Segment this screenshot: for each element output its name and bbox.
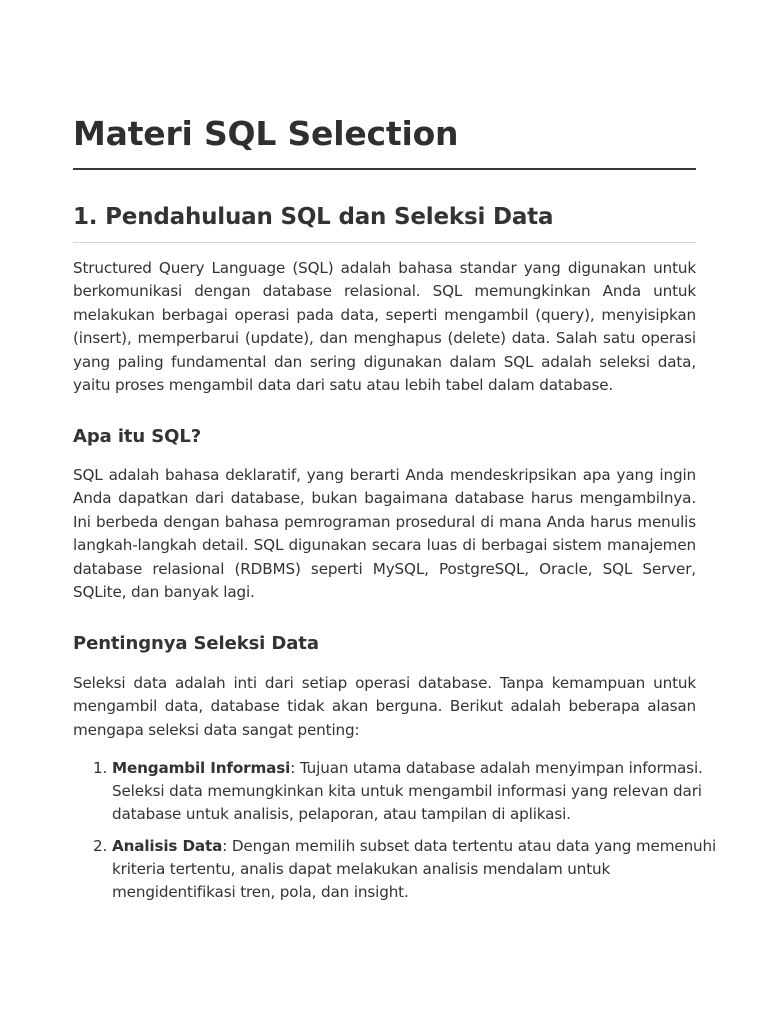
- subheading-pentingnya-seleksi-data: Pentingnya Seleksi Data: [73, 633, 319, 654]
- list-item-number: 1.: [93, 759, 108, 777]
- list-item: [93, 835, 735, 904]
- list-item-text: : Dengan memilih subset data tertentu atau data yang memenuhi kriteria tertentu, analis dapat melakukan analisis mendalam untuk mengidentifikasi tren, pola, dan insight.: [112, 837, 717, 901]
- intro-paragraph: Structured Query Language (SQL) adalah bahasa standar yang digunakan untuk berkomunikasi dengan database relasional. SQL memungkinkan Anda untuk melakukan berbagai operasi pada data, seperti mengambil (query), menyisipkan (insert), memperbarui (update), dan menghapus (delete) data. Salah satu operasi yang paling fundamental dan sering digunakan dalam SQL adalah seleksi data, yaitu proses mengambil data dari satu atau lebih tabel dalam database.: [73, 259, 696, 395]
- list-item-term: Mengambil Informasi: [112, 759, 291, 777]
- list-item-number: 2.: [93, 837, 108, 855]
- page-title: Materi SQL Selection: [73, 114, 459, 153]
- title-divider: [73, 168, 696, 170]
- list-item-term: Analisis Data: [112, 837, 223, 855]
- subheading-apa-itu-sql: Apa itu SQL?: [73, 426, 202, 447]
- list-item-text: : Tujuan utama database adalah menyimpan informasi. Seleksi data memungkinkan kita untuk mengambil informasi yang relevan dari database untuk analisis, pelaporan, atau tampilan di aplikasi.: [112, 759, 703, 823]
- importance-paragraph: Seleksi data adalah inti dari setiap operasi database. Tanpa kemampuan untuk mengambil data, database tidak akan berguna. Berikut adalah beberapa alasan mengapa seleksi data sangat penting:: [73, 674, 696, 739]
- section-divider: [73, 242, 696, 243]
- what-is-sql-paragraph: SQL adalah bahasa deklaratif, yang berarti Anda mendeskripsikan apa yang ingin Anda dapatkan dari database, bukan bagaimana database harus mengambilnya. Ini berbeda dengan bahasa pemrograman prosedural di mana Anda harus menulis langkah-langkah detail. SQL digunakan secara luas di berbagai sistem manajemen database relasional (RDBMS) seperti MySQL, PostgreSQL, Oracle, SQL Server, SQLite, dan banyak lagi.: [73, 466, 696, 602]
- list-item: [93, 757, 735, 826]
- section-heading-pendahuluan: 1. Pendahuluan SQL dan Seleksi Data: [73, 204, 554, 230]
- reasons-list: [73, 757, 735, 913]
